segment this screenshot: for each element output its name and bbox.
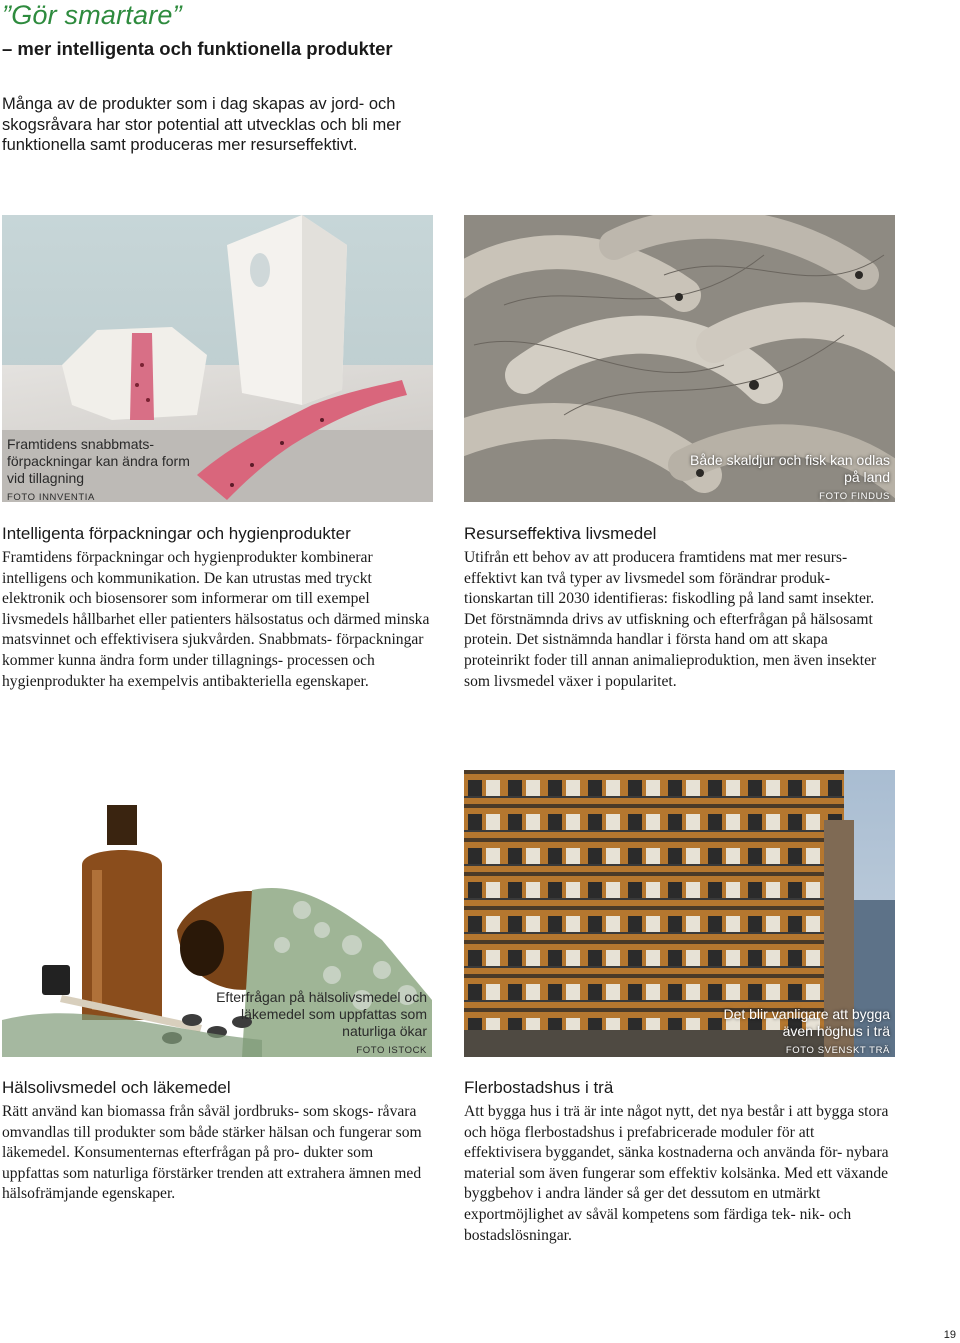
section-heading-housing: Flerbostadshus i trä — [464, 1078, 614, 1097]
shrimp-caption — [690, 452, 890, 505]
building-caption-text: Det blir vanligare att bygga även höghus i trä — [723, 1006, 890, 1039]
page-subtitle: – mer intelligenta och funktionella produkter — [2, 38, 393, 59]
section-body-packaging: Framtidens förpackningar och hygienprodukter kombinerar intelligens och kommunikation. De kan utrustas med tryckt elektronik och biosensorer som informerar om till exempel livsmedels hållbarhet eller patienters hälsostatus och därmed minska matsvinnet och effektivisera sjukvården. Snabbmats- förpackningar kommer kunna ändra form under tillagnings- processen och hygienprodukter ha exempelvis antibakteriella egenskaper. — [2, 549, 430, 690]
medicine-caption — [190, 989, 427, 1059]
section-body-food: Utifrån ett behov av att producera framtidens mat mer resurs- effektivt kan två typer av livsmedel som förändrar produk- tionskartan till 2030 identifieras: fiskodling på land samt insekter. Det förstnämnda drivs av utfiskning och efterfrågan på hälsosamt protein. Det sistnämnda handlar i första hand om att skapa proteinrikt foder till annan animalieproduktion, men även insekter som livsmedel växer i popularitet. — [464, 549, 877, 690]
intro-paragraph: Många av de produkter som i dag skapas av jord- och skogsråvara har stor potential att utvecklas och bli mer funktionella samt produceras mer resurseffektivt. — [2, 95, 401, 154]
medicine-photo-credit: FOTO ISTOCK — [356, 1045, 427, 1056]
packaging-caption-text: Framtidens snabbmats- förpackningar kan ändra form vid tillagning — [7, 436, 190, 486]
building-photo-credit: FOTO SVENSKT TRÄ — [785, 1045, 890, 1056]
page-number: 19 — [943, 1329, 956, 1341]
shrimp-photo-credit: FOTO FINDUS — [819, 491, 890, 502]
section-heading-packaging: Intelligenta förpackningar och hygienprodukter — [2, 524, 351, 543]
shrimp-caption-text: Både skaldjur och fisk kan odlas på land — [690, 452, 890, 485]
section-heading-food: Resurseffektiva livsmedel — [464, 524, 657, 543]
section-heading-health: Hälsolivsmedel och läkemedel — [2, 1078, 231, 1097]
packaging-caption — [7, 436, 192, 506]
page-title: ”Gör smartare” — [2, 0, 182, 30]
medicine-caption-text: Efterfrågan på hälsolivsmedel och läkemedel som uppfattas som naturliga ökar — [216, 989, 427, 1039]
section-body-housing: Att bygga hus i trä är inte något nytt, det nya består i att bygga stora och höga flerbostadshus i prefabricerade moduler för att effektivisera byggandet, sänka kostnaderna och använda för- nybara material som även fungerar som effektiv kolsänka. Med ett växande byggbehov i andra länder så ger det dessutom en utmärkt exportmöjlighet av såväl kompetens som färdiga tek- nik- och bostadslösningar. — [464, 1103, 889, 1244]
packaging-photo-credit: FOTO INNVENTIA — [7, 492, 95, 503]
building-caption — [690, 1006, 890, 1059]
section-body-health: Rätt använd kan biomassa från såväl jordbruks- som skogs- råvara omvandlas till produkter som både stärker hälsan och fungerar som läkemedel. Konsumenternas efterfrågan på pro- dukter som uppfattas som naturliga förstärker trenden att extrahera ämnen med hälsofrämjande egenskaper. — [2, 1103, 422, 1203]
